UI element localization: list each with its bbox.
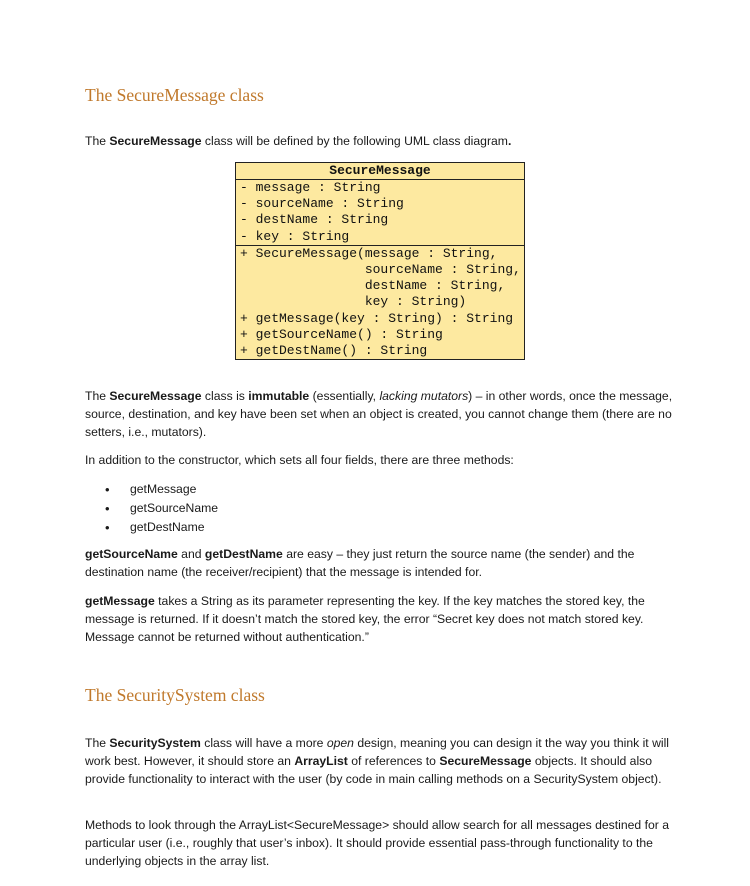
uml-intro-paragraph: The SecureMessage class will be defined by the following UML class diagram. [85, 134, 512, 148]
list-item: • getMessage [105, 480, 218, 499]
securitysystem-paragraph: The SecuritySystem class will have a more open design, meaning you can design it the way you think it will work best. However, it should store an ArrayList of references to SecureMessage objects. It should also provide functionality to interact with the user (by code in main calling methods on a SecuritySystem object). [85, 736, 669, 786]
uml-method: + getDestName() : String [240, 342, 428, 358]
methods-intro-paragraph: In addition to the constructor, which sets all four fields, there are three methods: [85, 453, 514, 467]
list-item: • getSourceName [105, 499, 218, 518]
uml-attribute: - message : String [240, 180, 381, 195]
uml-attribute: - sourceName : String [240, 196, 404, 212]
uml-attribute: - key : String [240, 228, 350, 244]
uml-methods-section [236, 245, 524, 359]
uml-attributes-section [236, 180, 524, 245]
uml-class-name: SecureMessage [236, 163, 524, 180]
uml-method: key : String) [240, 294, 467, 310]
list-item: • getDestName [105, 518, 218, 537]
uml-class-diagram [235, 162, 525, 360]
section-heading-securemessage: The SecureMessage class [85, 85, 264, 105]
section-heading-securitysystem: The SecuritySystem class [85, 685, 265, 705]
uml-method: + getMessage(key : String) : String [240, 310, 514, 326]
uml-method: + getSourceName() : String [240, 326, 443, 342]
immutable-paragraph: The SecureMessage class is immutable (essentially, lacking mutators) – in other words, once the message, source, destination, and key have been set when an object is created, you cannot change them (there are no setters, i.e., mutators). [85, 389, 673, 439]
uml-method: sourceName : String, [240, 261, 521, 277]
arraylist-methods-paragraph: Methods to look through the ArrayList<SecureMessage> should allow search for all messages destined for a particular user (i.e., roughly that user’s inbox). It should provide essential pass-through functionality to the underlying objects in the array list. [85, 818, 669, 868]
getters-paragraph: getSourceName and getDestName are easy – they just return the source name (the sender) and the destination name (the receiver/recipient) that the message is intended for. [85, 547, 635, 579]
uml-method: destName : String, [240, 278, 506, 294]
uml-attribute: - destName : String [240, 212, 389, 228]
method-bullet-list [105, 480, 218, 537]
uml-method: + SecureMessage(message : String, [240, 245, 498, 261]
getmessage-paragraph: getMessage takes a String as its parameter representing the key. If the key matches the stored key, the message is returned. If it doesn’t match the stored key, the error “Secret key does not match stored key. Message cannot be returned without authentication.” [85, 594, 645, 644]
